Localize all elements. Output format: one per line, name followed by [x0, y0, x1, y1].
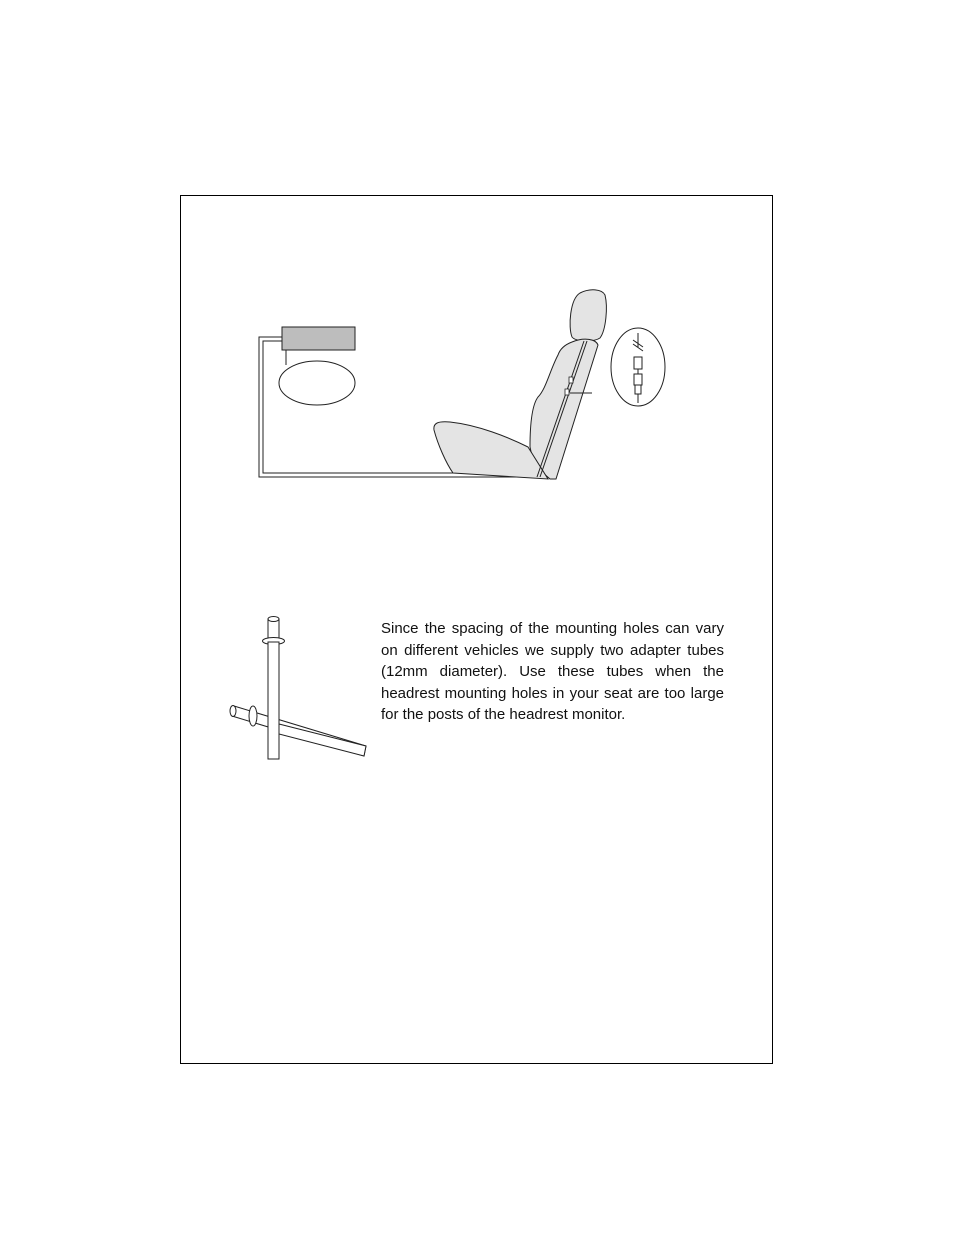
diagonal-tube-end [230, 706, 236, 717]
detail-plug-bottom [634, 374, 642, 385]
control-box [282, 327, 355, 350]
detail-plug-tip [635, 385, 641, 394]
headrest [570, 290, 606, 341]
diagonal-tube-front [279, 724, 366, 756]
vertical-tube-top [268, 617, 279, 622]
connector-mark [569, 377, 573, 383]
adapter-tubes-instructions: Since the spacing of the mounting holes can vary on different vehicles we supply two adapter tubes (12mm diameter). Use these tubes when the headrest mounting holes in your seat are too large for the posts of the headrest monitor. [381, 620, 724, 724]
vertical-tube-body [268, 642, 279, 759]
adapter-tubes-diagram [222, 610, 372, 765]
diagonal-tube-flange [249, 706, 257, 726]
oval-unit [279, 361, 355, 405]
detail-plug-top [634, 357, 642, 369]
seat-wiring-diagram [250, 285, 680, 485]
connector-mark-2 [565, 389, 569, 395]
